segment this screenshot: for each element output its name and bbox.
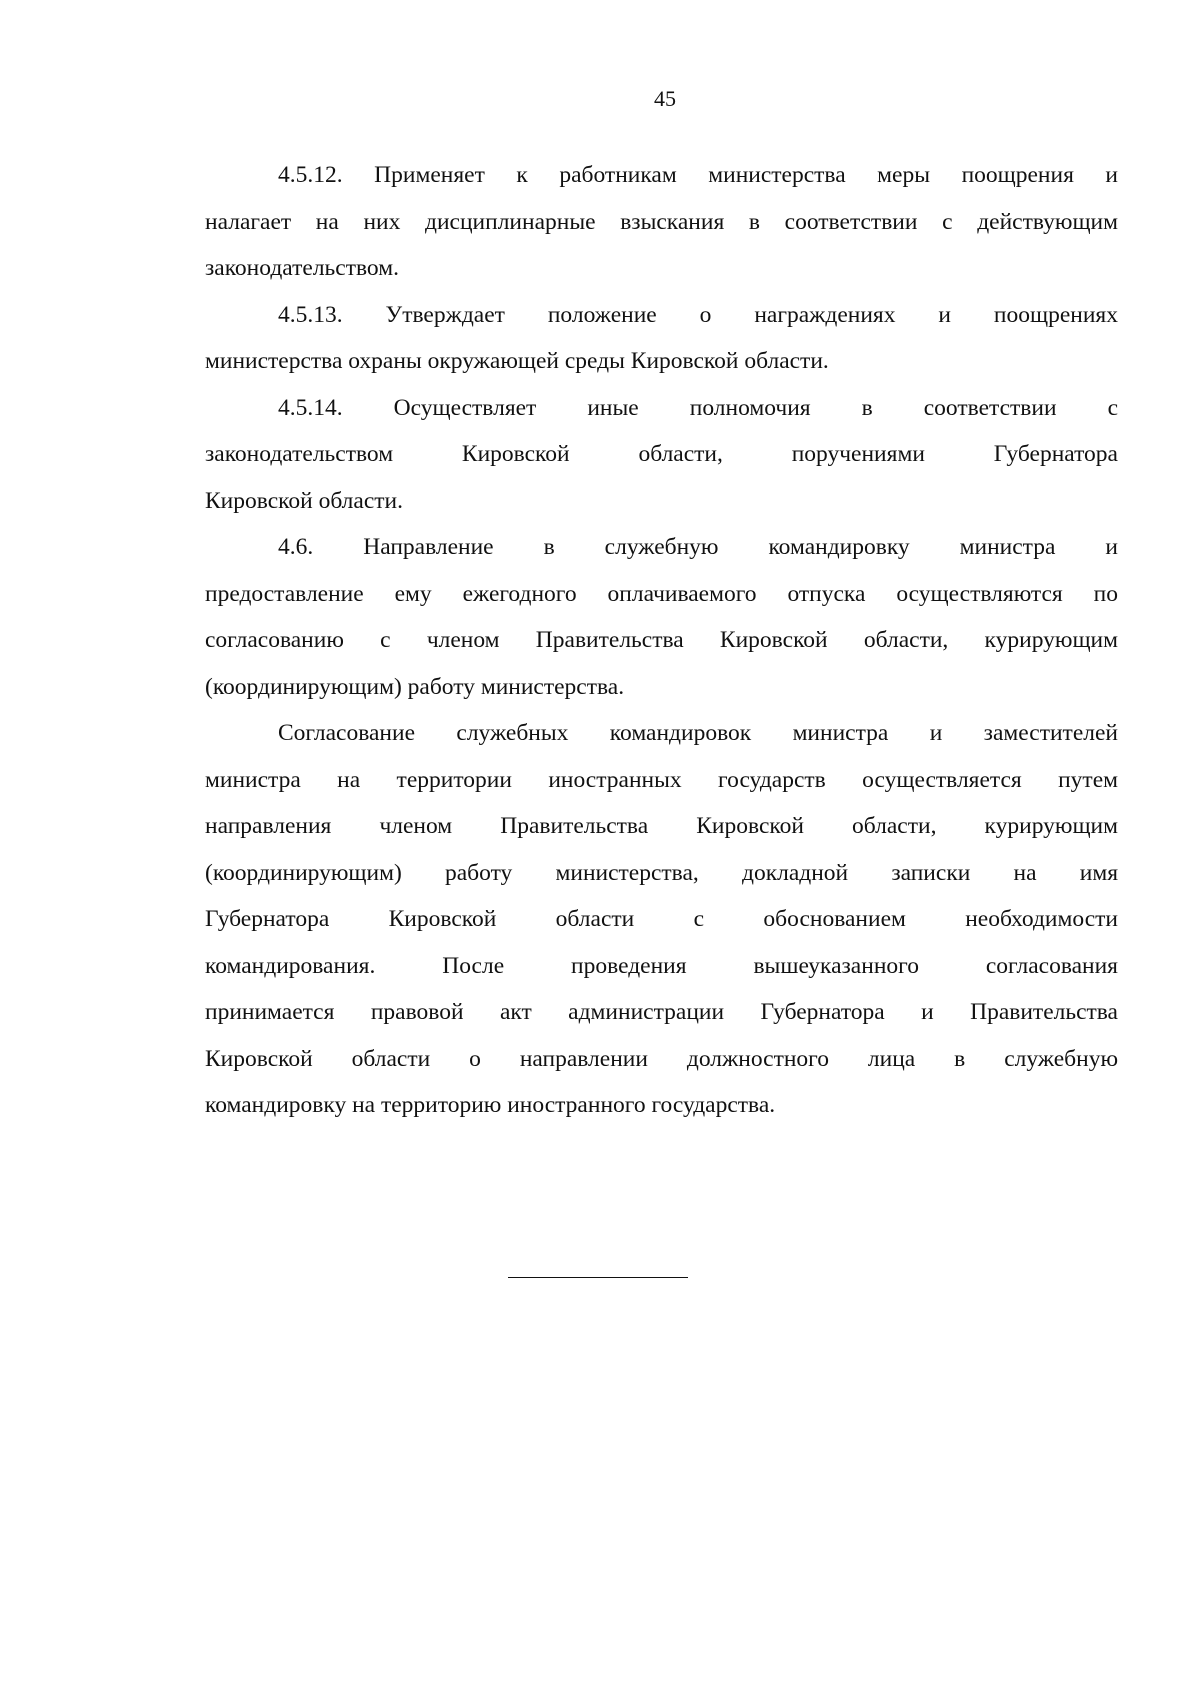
- text-line: 4.5.14. Осуществляет иные полномочия в соответствии с: [278, 394, 1118, 421]
- text-line: направления членом Правительства Кировской области, курирующим: [205, 813, 1118, 839]
- text-line: (координирующим) работу министерства, докладной записки на имя: [205, 859, 1118, 886]
- document-body: [205, 152, 1118, 1129]
- text-line: Губернатора Кировской области с обоснованием необходимости: [205, 906, 1118, 932]
- text-line: 4.6. Направление в служебную командировку министра и: [278, 534, 1118, 560]
- text-line: Кировской области о направлении должностного лица в служебную: [205, 1045, 1118, 1072]
- text-line: (координирующим) работу министерства.: [205, 673, 625, 700]
- text-line: 4.5.12. Применяет к работникам министерства меры поощрения и: [278, 162, 1118, 188]
- text-line: командирования. После проведения вышеуказанного согласования: [205, 952, 1118, 979]
- text-line: согласованию с членом Правительства Кировской области, курирующим: [205, 627, 1118, 653]
- text-line: Кировской области.: [205, 487, 403, 514]
- text-line: принимается правовой акт администрации Губернатора и Правительства: [205, 999, 1118, 1025]
- text-line: налагает на них дисциплинарные взыскания в соответствии с действующим: [205, 208, 1118, 235]
- text-line: законодательством Кировской области, поручениями Губернатора: [205, 441, 1118, 467]
- text-line: 4.5.13. Утверждает положение о награждениях и поощрениях: [278, 301, 1118, 328]
- text-line: законодательством.: [205, 255, 399, 281]
- text-line: командировку на территорию иностранного государства.: [205, 1092, 776, 1118]
- text-line: министра на территории иностранных государств осуществляется путем: [205, 766, 1118, 793]
- text-line: предоставление ему ежегодного оплачиваемого отпуска осуществляются по: [205, 580, 1118, 607]
- page-number: 45: [654, 86, 676, 111]
- end-of-document-rule: [508, 1277, 688, 1278]
- text-line: министерства охраны окружающей среды Кировской области.: [205, 348, 829, 374]
- text-line: Согласование служебных командировок министра и заместителей: [278, 720, 1118, 746]
